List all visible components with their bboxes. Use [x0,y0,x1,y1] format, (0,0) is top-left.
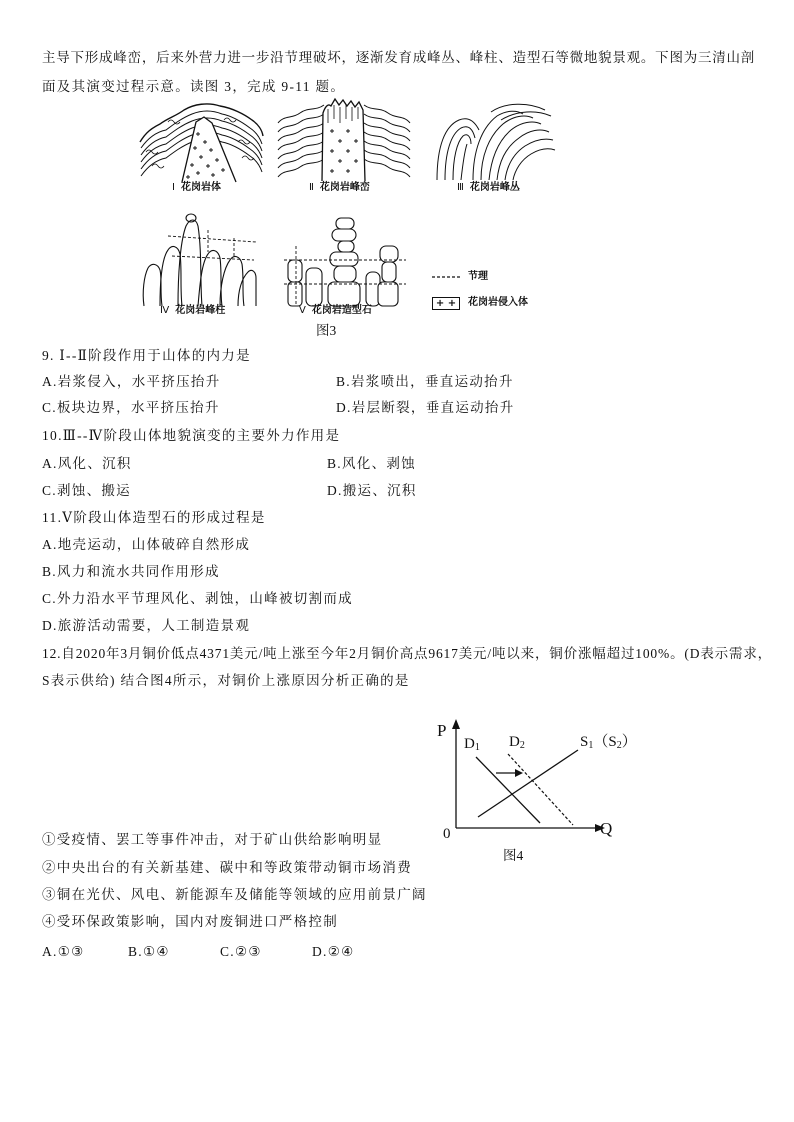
legend-intrusion-icon: + + [432,297,460,310]
origin-label: 0 [443,826,451,842]
demand-1-label [464,736,480,756]
supply-alt-prefix: （S [593,734,617,750]
panel-4-label [160,305,225,317]
q10-option-c: C.剥蚀、搬运 [42,483,131,498]
demand-2-symbol: D [509,734,520,750]
q12-statement-4: ④受环保政策影响，国内对废铜进口严格控制 [42,914,338,929]
supply-subscript: 1 [588,740,594,751]
demand-1-symbol: D [464,736,475,752]
q9-stem: 9. Ⅰ--Ⅱ阶段作用于山体的内力是 [42,348,251,363]
panel-2-granite-peaks-sketch [276,97,412,183]
panel-5-granite-rock-formations-sketch [280,216,410,308]
q12-option-c: C.②③ [220,944,262,959]
q12-statement-3: ③铜在光伏、风电、新能源车及储能等领域的应用前景广阔 [42,887,427,902]
panel-5-numeral: Ⅴ [299,305,306,316]
q12-option-b: B.①④ [128,944,170,959]
q9-option-d: D.岩层断裂，垂直运动抬升 [336,400,515,415]
panel-3-numeral: Ⅲ [457,182,464,193]
right-strata [364,105,410,177]
panel-4-numeral: Ⅳ [160,305,170,316]
panel-5-label [299,305,372,317]
q10-stem: 10.Ⅲ--Ⅳ阶段山体地貌演变的主要外力作用是 [42,428,341,443]
pillar-outlines [143,214,256,306]
granite-intrusion [182,117,236,182]
q9-option-b: B.岩浆喷出，垂直运动抬升 [336,374,514,389]
q11-option-b: B.风力和流水共同作用形成 [42,564,220,579]
q11-option-d: D.旅游活动需要，人工制造景观 [42,618,251,633]
q12-option-d: D.②④ [312,944,355,959]
q12-stem-line-1: 12.自2020年3月铜价低点4371美元/吨上涨至今年2月铜价高点9617美元/吨以来，铜价涨幅超过100%。(D表示需求， [42,646,772,661]
supply-alt-subscript: 2 [616,740,622,751]
panel-4-granite-pillars-sketch [138,212,258,308]
legend-intrusion-label: 花岗岩侵入体 [468,297,528,308]
panel-2-text: 花岗岩峰峦 [319,182,370,193]
q12-stem-line-2: S表示供给) 结合图4所示，对铜价上涨原因分析正确的是 [42,673,410,688]
q11-stem: 11.Ⅴ阶段山体造型石的形成过程是 [42,510,266,525]
supply-alt-suffix: ） [621,734,637,750]
panel-5-text: 花岗岩造型石 [311,305,372,316]
demand-curve-2 [508,754,573,825]
panel-3-granite-peak-cluster-sketch [433,102,559,182]
panel-3-text: 花岗岩峰丛 [469,182,520,193]
panel-1-label [172,182,221,194]
supply-label [580,734,637,754]
demand-1-subscript: 1 [474,742,480,753]
q12-statement-2: ②中央出台的有关新基建、碳中和等政策带动铜市场消费 [42,860,412,875]
q10-option-b: B.风化、剥蚀 [327,456,416,471]
q11-option-c: C.外力沿水平节理风化、剥蚀，山峰被切割而成 [42,591,353,606]
intro-line-1: 主导下形成峰峦，后来外营力进一步沿节理破坏，逐渐发育成峰丛、峰柱、造型石等微地貌景观。下图为三清山剖 [42,50,755,65]
q12-statement-1: ①受疫情、罢工等事件冲击，对于矿山供给影响明显 [42,832,383,847]
q9-option-a: A.岩浆侵入，水平挤压抬升 [42,374,221,389]
figure-3-caption: 图3 [316,323,337,338]
panel-1-numeral: Ⅰ [172,182,175,193]
left-strata [278,105,324,177]
price-axis-arrow-icon [452,719,460,729]
panel-4-text: 花岗岩峰柱 [175,305,226,316]
figure-4-caption: 图4 [503,848,524,863]
stacked-rocks [328,218,360,306]
q9-option-c: C.板块边界，水平挤压抬升 [42,400,220,415]
peak-cluster-lines [437,104,555,180]
panel-2-label [309,182,370,194]
panel-1-granite-body-sketch [138,102,264,184]
demand-curve-1 [476,757,540,823]
demand-2-subscript: 2 [519,740,525,751]
price-axis-label: P [437,721,447,740]
panel-2-numeral: Ⅱ [309,182,314,193]
supply-symbol: S [580,734,589,750]
quantity-axis-label: Q [600,819,613,838]
legend-joint-dashed-icon [430,271,464,283]
q10-option-a: A.风化、沉积 [42,456,132,471]
q11-option-a: A.地壳运动，山体破碎自然形成 [42,537,251,552]
legend-joint-label: 节理 [468,271,488,282]
shift-arrow-head-icon [515,769,523,777]
panel-3-label [457,182,520,194]
panel-1-text: 花岗岩体 [180,182,221,193]
intro-line-2: 面及其演变过程示意。读图 3，完成 9-11 题。 [42,79,346,94]
granite-peak-block [322,99,365,181]
demand-2-label [509,734,525,754]
q12-option-a: A.①③ [42,944,85,959]
q10-option-d: D.搬运、沉积 [327,483,417,498]
supply-curve [478,750,578,817]
